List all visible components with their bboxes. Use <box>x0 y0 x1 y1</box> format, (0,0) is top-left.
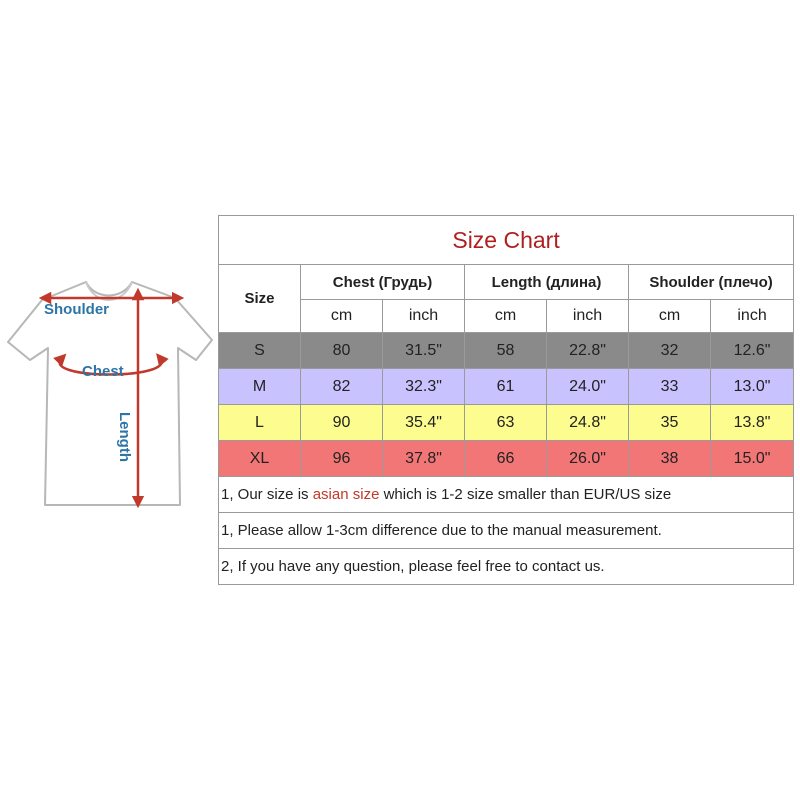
note-row <box>219 513 794 549</box>
unit-header: inch <box>547 300 629 333</box>
size-row-m <box>219 369 794 405</box>
table-cell: 66 <box>465 441 547 477</box>
table-cell: 82 <box>301 369 383 405</box>
table-cell: 58 <box>465 333 547 369</box>
table-cell: 80 <box>301 333 383 369</box>
note-highlight: asian size <box>312 486 380 503</box>
table-cell: 26.0" <box>547 441 629 477</box>
size-cell: M <box>219 369 301 405</box>
unit-header: cm <box>629 300 711 333</box>
table-cell: 22.8" <box>547 333 629 369</box>
table-cell: 33 <box>629 369 711 405</box>
size-cell: L <box>219 405 301 441</box>
table-cell: 35 <box>629 405 711 441</box>
note-measurement: 1, Please allow 1-3cm difference due to the manual measurement. <box>219 513 794 549</box>
size-column-header: Size <box>219 265 301 333</box>
table-cell: 90 <box>301 405 383 441</box>
note-row <box>219 477 794 513</box>
table-cell: 96 <box>301 441 383 477</box>
length-label: Length <box>116 412 133 462</box>
length-group-header: Length (длина) <box>465 265 629 300</box>
note-asian-size <box>219 477 794 513</box>
note-text: which is 1-2 size smaller than EUR/US size <box>379 486 672 503</box>
table-cell: 31.5" <box>383 333 465 369</box>
table-cell: 37.8" <box>383 441 465 477</box>
table-cell: 24.8" <box>547 405 629 441</box>
table-cell: 13.8" <box>711 405 794 441</box>
note-text: 1, Our size is <box>221 486 313 503</box>
unit-header: cm <box>465 300 547 333</box>
table-cell: 61 <box>465 369 547 405</box>
unit-header: cm <box>301 300 383 333</box>
table-cell: 32 <box>629 333 711 369</box>
tshirt-diagram <box>0 270 222 520</box>
table-cell: 15.0" <box>711 441 794 477</box>
size-cell: XL <box>219 441 301 477</box>
chest-group-header: Chest (Грудь) <box>301 265 465 300</box>
note-contact: 2, If you have any question, please feel free to contact us. <box>219 549 794 585</box>
shoulder-group-header: Shoulder (плечо) <box>629 265 794 300</box>
shoulder-label: Shoulder <box>44 301 110 318</box>
chest-label: Chest <box>82 363 124 380</box>
tshirt-outline <box>8 282 212 505</box>
size-row-xl <box>219 441 794 477</box>
table-cell: 12.6" <box>711 333 794 369</box>
table-cell: 13.0" <box>711 369 794 405</box>
table-cell: 63 <box>465 405 547 441</box>
size-chart-title: Size Chart <box>219 216 794 265</box>
size-chart-table <box>218 215 794 585</box>
table-cell: 38 <box>629 441 711 477</box>
note-row <box>219 549 794 585</box>
unit-header: inch <box>711 300 794 333</box>
tshirt-illustration <box>0 270 222 520</box>
table-cell: 24.0" <box>547 369 629 405</box>
table-cell: 35.4" <box>383 405 465 441</box>
table-cell: 32.3" <box>383 369 465 405</box>
size-row-s <box>219 333 794 369</box>
size-row-l <box>219 405 794 441</box>
unit-header: inch <box>383 300 465 333</box>
size-cell: S <box>219 333 301 369</box>
